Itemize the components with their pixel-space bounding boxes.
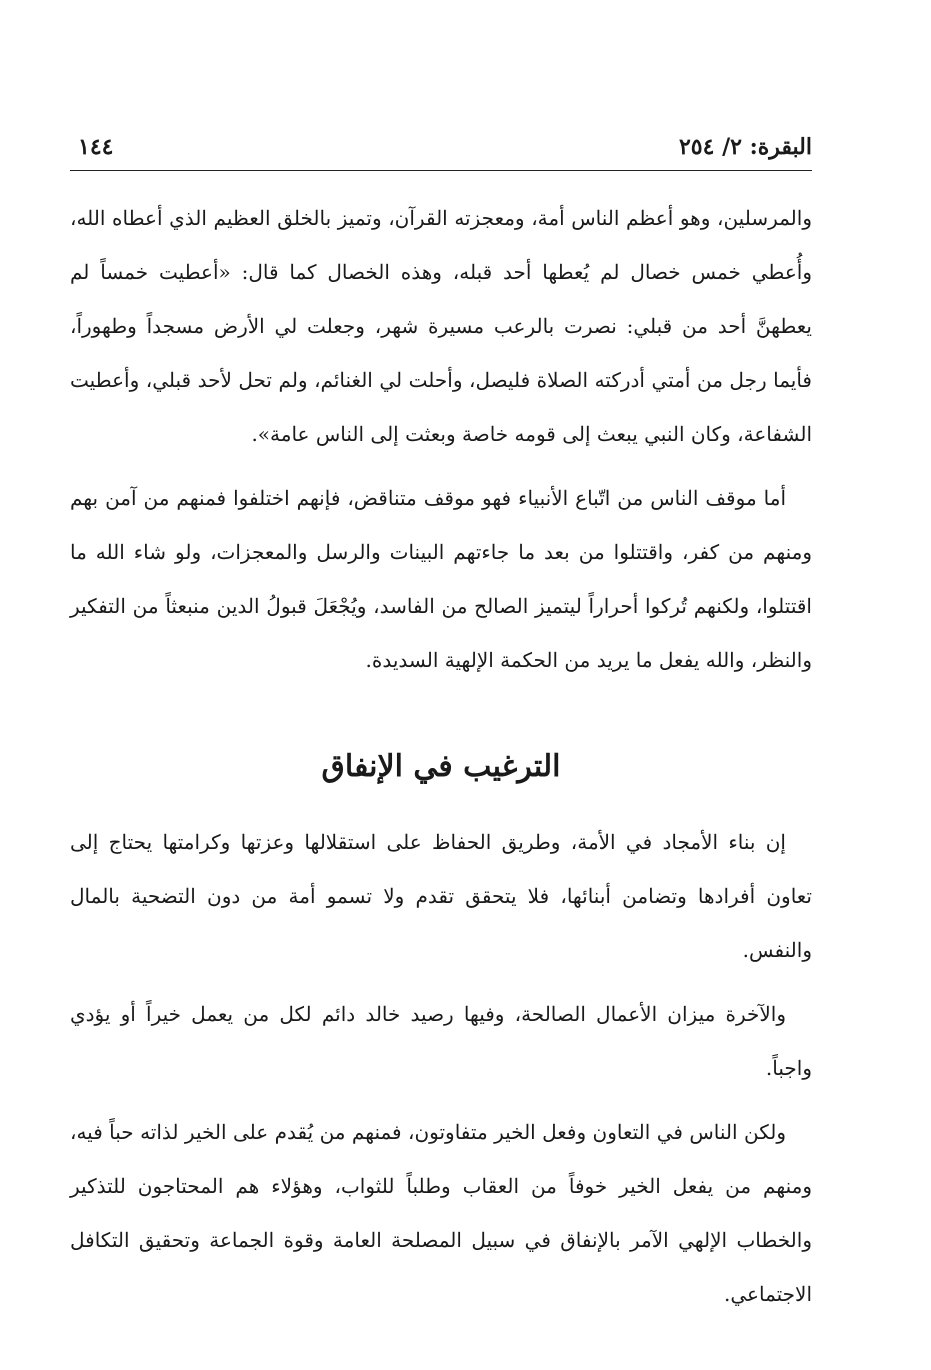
- paragraph: والآخرة ميزان الأعمال الصالحة، وفيها رصيد خالد دائم لكل من يعمل خيراً أو يؤدي واجباً.: [70, 1002, 812, 1080]
- chapter-reference: البقرة: ٢/ ٢٥٤: [678, 134, 812, 160]
- section-title: الترغيب في الإنفاق: [321, 749, 561, 784]
- book-page: [70, 120, 812, 1331]
- paragraph: ولكن الناس في التعاون وفعل الخير متفاوتون، فمنهم من يُقدم على الخير لذاته حباً فيه، ومنهم من يفعل الخير خوفاً من العقاب وطلباً للثواب، وهؤلاء هم المحتاجون للتذكير والخطاب الإلهي الآمر بالإنفاق في سبيل المصلحة العامة وقوة الجماعة وتحقيق التكافل الاجتماعي.: [70, 1120, 812, 1306]
- paragraph: أما موقف الناس من اتّباع الأنبياء فهو موقف متناقض، فإنهم اختلفوا فمنهم من آمن بهم ومنهم من كفر، واقتتلوا من بعد ما جاءتهم البينات والرسل والمعجزات، ولو شاء الله ما اقتتلوا، ولكنهم تُركوا أحراراً ليتميز الصالح من الفاسد، ويُجْعَلَ قبولُ الدين منبعثاً من التفكير والنظر، والله يفعل ما يريد من الحكمة الإلهية السديدة.: [70, 486, 812, 672]
- page-body: [70, 191, 812, 1321]
- running-header: [70, 120, 812, 171]
- paragraph: إن بناء الأمجاد في الأمة، وطريق الحفاظ على استقلالها وعزتها وكرامتها يحتاج إلى تعاون أفرادها وتضامن أبنائها، فلا يتحقق تقدم ولا تسمو أمة من دون التضحية بالمال والنفس.: [70, 830, 812, 962]
- page-number: ١٤٤: [78, 134, 114, 160]
- paragraph: والمرسلين، وهو أعظم الناس أمة، ومعجزته القرآن، وتميز بالخلق العظيم الذي أعطاه الله، وأُعطي خمس خصال لم يُعطها أحد قبله، وهذه الخصال كما قال: «أعطيت خمساً لم يعطهنَّ أحد من قبلي: نصرت بالرعب مسيرة شهر، وجعلت لي الأرض مسجداً وطهوراً، فأيما رجل من أمتي أدركته الصلاة فليصل، وأحلت لي الغنائم، ولم تحل لأحد قبلي، وأعطيت الشفاعة، وكان النبي يبعث إلى قومه خاصة وبعثت إلى الناس عامة».: [70, 206, 812, 446]
